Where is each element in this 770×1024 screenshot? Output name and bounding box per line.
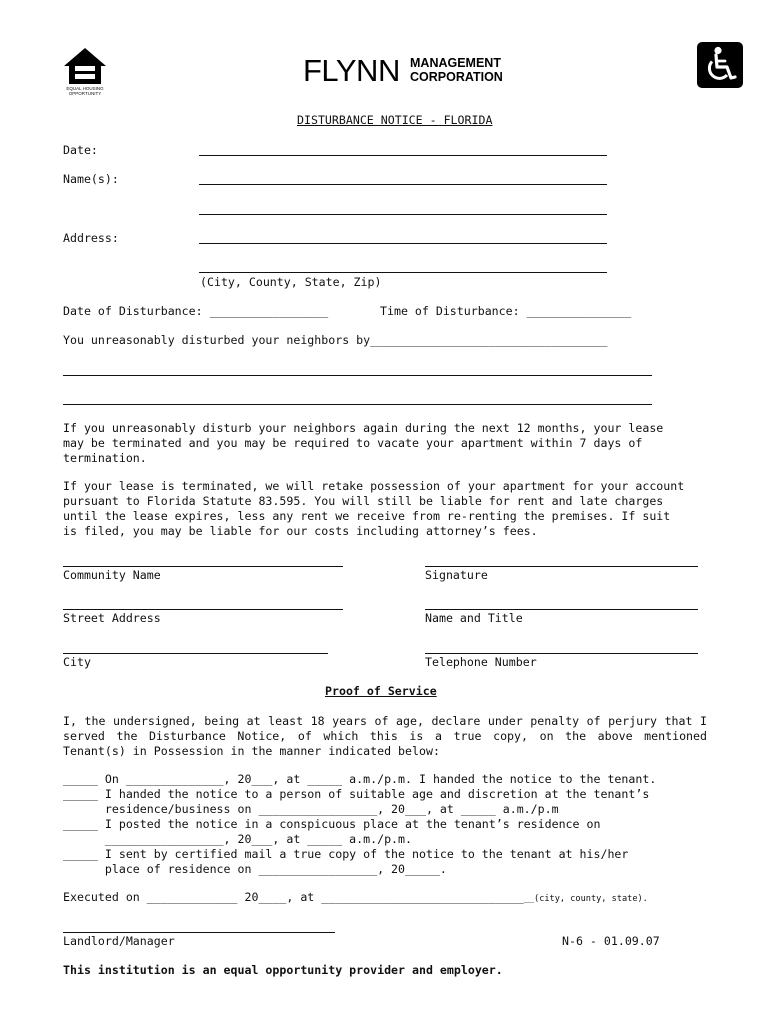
service-option-posted[interactable]: _____ I posted the notice in a conspicuous place at the tenant’s residence on (63, 817, 601, 831)
paragraph-lease-terms: If your lease is terminated, we will retake possession of your apartment for your account pursuant to Florida Statute 83.595. You will still be liable for rent and late charges until the lease expires, less any rent we receive from re-renting the premises. If suit is filed, you may be liable for our costs including attorney’s fees. (63, 479, 685, 538)
service-option-posted-details[interactable]: _________________, 20___, at _____ a.m./p.m. (63, 832, 413, 846)
disturbance-description-line-2[interactable] (63, 404, 652, 405)
equal-opportunity-statement: This institution is an equal opportunity provider and employer. (63, 963, 503, 977)
service-option-certified-mail[interactable]: _____ I sent by certified mail a true copy of the notice to the tenant at his/her (63, 847, 629, 861)
disturbed-by-field[interactable]: You unreasonably disturbed your neighbors by__________________________________ (63, 333, 608, 347)
executed-on-field[interactable] (63, 890, 648, 904)
address-hint: (City, County, State, Zip) (200, 275, 382, 289)
names-field-1[interactable] (199, 184, 607, 185)
executed-on-text: Executed on _____________ 20____, at _____________________________ (63, 890, 524, 904)
names-label: Name(s): (63, 172, 119, 186)
document-title: DISTURBANCE NOTICE - FLORIDA (297, 113, 493, 127)
city-line[interactable] (63, 653, 328, 654)
company-subtitle (410, 56, 503, 84)
landlord-label: Landlord/Manager (63, 934, 175, 948)
disturbance-description-line-1[interactable] (63, 375, 652, 376)
city-label: City (63, 655, 91, 669)
landlord-signature-line[interactable] (63, 932, 335, 933)
telephone-line[interactable] (425, 653, 698, 654)
executed-location-hint: __(city, county, state). (523, 894, 648, 904)
paragraph-termination-warning: If you unreasonably disturb your neighbors again during the next 12 months, your lease may be terminated and you may be required to vacate your apartment within 7 days of termination. (63, 421, 664, 465)
community-name-line[interactable] (63, 566, 343, 567)
equal-housing-caption: EQUAL HOUSING OPPORTUNITY (66, 86, 104, 96)
company-subtitle-line2: CORPORATION (410, 70, 503, 84)
signature-line[interactable] (425, 566, 698, 567)
address-field-1[interactable] (199, 243, 607, 244)
company-subtitle-line1: MANAGEMENT (410, 56, 501, 70)
service-option-suitable-person[interactable]: _____ I handed the notice to a person of suitable age and discretion at the tenant’s (63, 787, 650, 801)
telephone-label: Telephone Number (425, 655, 537, 669)
date-field[interactable] (199, 155, 607, 156)
name-title-line[interactable] (425, 609, 698, 610)
signature-label: Signature (425, 568, 488, 582)
date-label: Date: (63, 143, 98, 157)
service-option-hand-delivered[interactable]: _____ On ______________, 20___, at _____ a.m./p.m. I handed the notice to the tenant. (63, 772, 657, 786)
service-option-suitable-person-details[interactable]: residence/business on _________________, 20___, at _____ a.m./p.m (63, 802, 559, 816)
address-label: Address: (63, 231, 119, 245)
names-field-2[interactable] (199, 214, 607, 215)
proof-intro: I, the undersigned, being at least 18 years of age, declare under penalty of perjury that I served the Disturbance Notice, of which this is a true copy, on the above mentioned Tenant(s) in Possession in the manner indicated below: (63, 714, 707, 758)
name-title-label: Name and Title (425, 611, 523, 625)
service-option-certified-mail-details[interactable]: place of residence on _________________, 20_____. (63, 862, 447, 876)
form-code: N-6 - 01.09.07 (562, 934, 660, 948)
equal-housing-opportunity-icon (61, 46, 109, 94)
street-address-line[interactable] (63, 609, 343, 610)
company-name: FLYNN (303, 53, 400, 88)
community-name-label: Community Name (63, 568, 161, 582)
proof-of-service-heading: Proof of Service (325, 684, 437, 698)
disturbance-time-field[interactable]: Time of Disturbance: _______________ (380, 304, 632, 318)
street-address-label: Street Address (63, 611, 161, 625)
wheelchair-accessible-icon (697, 42, 743, 88)
address-field-2[interactable] (199, 272, 607, 273)
disturbance-date-field[interactable]: Date of Disturbance: _________________ (63, 304, 329, 318)
